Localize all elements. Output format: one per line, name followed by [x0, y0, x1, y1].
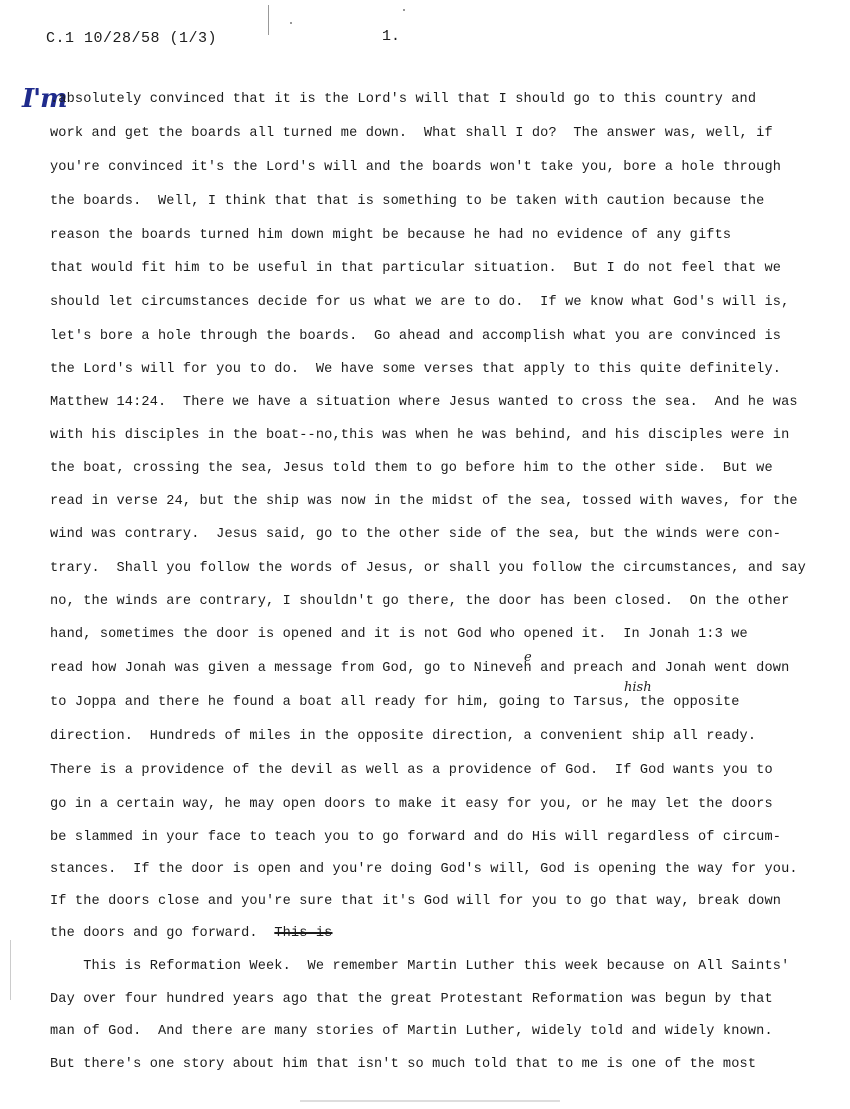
text-line: work and get the boards all turned me down. What shall I do? The answer was, well, if	[50, 126, 773, 141]
text-line: read in verse 24, but the ship was now in the midst of the sea, tossed with waves, for the	[50, 494, 798, 509]
scan-speck	[403, 9, 405, 11]
page-number: 1.	[382, 28, 401, 45]
text-line: man of God. And there are many stories of Martin Luther, widely told and widely known.	[50, 1024, 773, 1039]
text-line: .absolutely convinced that it is the Lord's will that I should go to this country and	[50, 92, 757, 107]
text-line: Day over four hundred years ago that the great Protestant Reformation was begun by that	[50, 992, 773, 1007]
text-line: stances. If the door is open and you're doing God's will, God is opening the way for you.	[50, 862, 798, 877]
text-line: should let circumstances decide for us what we are to do. If we know what God's will is,	[50, 295, 790, 310]
text-line: reason the boards turned him down might be because he had no evidence of any gifts	[50, 228, 732, 243]
text-line: you're convinced it's the Lord's will and the boards won't take you, bore a hole through	[50, 160, 782, 175]
text-line: wind was contrary. Jesus said, go to the other side of the sea, but the winds were con-	[50, 527, 782, 542]
scan-artifact	[300, 1100, 560, 1102]
text-line: direction. Hundreds of miles in the opposite direction, a convenient ship all ready.	[50, 729, 757, 744]
text-line: the Lord's will for you to do. We have some verses that apply to this quite definitely.	[50, 362, 782, 377]
text-line: There is a providence of the devil as well as a providence of God. If God wants you to	[50, 763, 773, 778]
text-line: the boat, crossing the sea, Jesus told them to go before him to the other side. But we	[50, 461, 773, 476]
text-line: be slammed in your face to teach you to go forward and do His will regardless of circum-	[50, 830, 782, 845]
scan-artifact	[10, 940, 11, 1000]
text-line: Matthew 14:24. There we have a situation where Jesus wanted to cross the sea. And he was	[50, 395, 798, 410]
text-line: If the doors close and you're sure that it's God will for you to go that way, break down	[50, 894, 782, 909]
text-line: This is Reformation Week. We remember Martin Luther this week because on All Saints'	[50, 959, 790, 974]
text-line: no, the winds are contrary, I shouldn't go there, the door has been closed. On the other	[50, 594, 790, 609]
text-line: with his disciples in the boat--no,this was when he was behind, and his disciples were in	[50, 428, 790, 443]
text-line: let's bore a hole through the boards. Go ahead and accomplish what you are convinced is	[50, 329, 782, 344]
handwritten-insert: I'm	[22, 84, 67, 114]
handwritten-correction: hish	[624, 680, 652, 695]
text-line-segment: the doors and go forward.	[50, 926, 258, 941]
text-line: But there's one story about him that isn't so much told that to me is one of the most	[50, 1057, 757, 1072]
text-line: trary. Shall you follow the words of Jesus, or shall you follow the circumstances, and say	[50, 561, 806, 576]
text-line: to Joppa and there he found a boat all ready for him, going to Tarsus, the opposite	[50, 695, 740, 710]
text-line-with-strike	[50, 926, 820, 942]
text-line: the boards. Well, I think that that is something to be taken with caution because the	[50, 194, 765, 209]
text-line: that would fit him to be useful in that particular situation. But I do not feel that we	[50, 261, 782, 276]
struck-out-text: This is	[274, 926, 333, 941]
text-line: read how Jonah was given a message from God, go to Nineveh and preach and Jonah went down	[50, 661, 790, 676]
text-line: hand, sometimes the door is opened and it is not God who opened it. In Jonah 1:3 we	[50, 627, 748, 642]
handwritten-correction: e	[524, 650, 532, 665]
text-line: go in a certain way, he may open doors to make it easy for you, or he may let the doors	[50, 797, 773, 812]
document-header-label: C.1 10/28/58 (1/3)	[46, 30, 218, 47]
scan-speck	[290, 22, 292, 24]
scan-artifact	[268, 5, 269, 35]
